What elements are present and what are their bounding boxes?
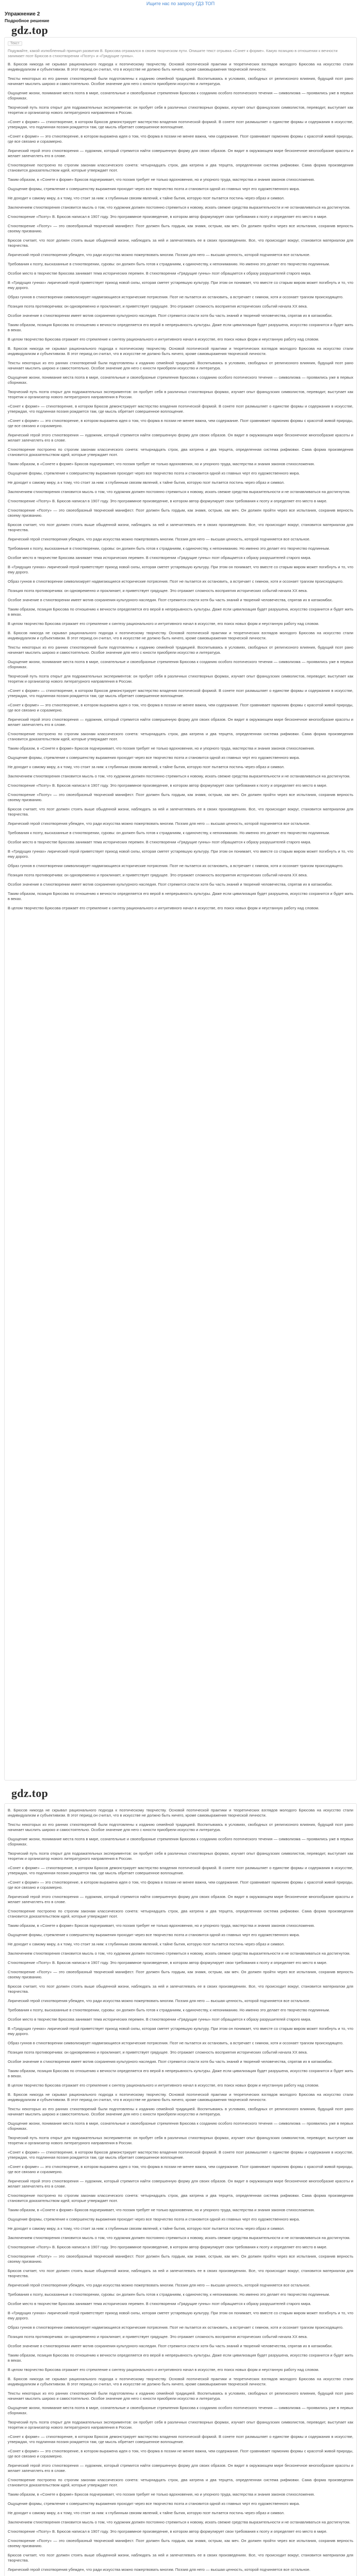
solution-paragraph: Творческий путь поэта открыт для подражательных экспериментов: он пробует себя в различных стихотворных формах, изучает опыт французских символистов, переводит, выступает как теоретик и организатор нового литературного направления в России. — [8, 1851, 353, 1861]
solution-paragraph: Не доходит к самому миру, а к тому, что стоит за ним: к глубинным связям явлений, к тайне бытия, которую поэт пытается постичь через образ и символ. — [8, 480, 285, 485]
solution-paragraph: Ощущение жизни, понимание места поэта в мире, сознательные и своеобразные стремления Брюсова к созданию особого поэтического течения — символизма — проявились уже в первых сборниках. — [8, 659, 353, 669]
solution-paragraph: Заключением стихотворения становится мысль о том, что художник должен постоянно стремиться к новому, искать свежие средства выразительности и не останавливаться на достигнутом. — [8, 2520, 351, 2524]
solution-paragraph: «Сонет к форме» — стихотворение, в котором Брюсов демонстрирует мастерство владения поэтической формой. В сонете поэт размышляет о единстве формы и содержания в искусстве, утверждая, что подлинная поэзия рождается там, где мысль обретает совершенное воплощение. — [8, 2150, 353, 2160]
solution-paragraph: Особое место в творчестве Брюсова занимает тема исторических перемен. В стихотворении «Грядущие гунны» поэт обращается к образу разрушителей старого мира. — [8, 555, 311, 560]
solution-paragraph: Особое значение в стихотворении имеет мотив сохранения культурного наследия. Поэт стремится спасти хотя бы часть знаний и творений человечества, спрятав их в катакомбах. — [8, 2344, 333, 2348]
solution-paragraph: Лирический герой стихотворения убежден, что ради искусства можно пожертвовать многим. Поэзия для него — высшая ценность, которой подчиняется все остальное. — [8, 2283, 310, 2287]
solution-paragraph: Стихотворение «Поэту» — это своеобразный творческий манифест. Поэт должен быть гордым, как знамя, острым, как меч. Он должен пройти через все испытания, сохранив верность своему призванию. — [8, 792, 353, 802]
solution-text — [8, 1808, 353, 2576]
solution-paragraph: Таким образом, позиция Брюсова по отношению к вечности определяется его верой в непрерывность культуры. Даже если цивилизация будет разрушена, искусство сохранится и будет жить в веках. — [8, 2069, 353, 2078]
solution-paragraph: Лирический герой этого стихотворения — художник, который стремится найти совершенную форму для своих образов. Он видит в окружающем мире бесконечное многообразие красоты и желает запечатлеть его в слове. — [8, 717, 353, 727]
solution-paragraph: Брюсов считает, что поэт должен стоять выше обыденной жизни, наблюдать за ней и запечатлевать ее в своих произведениях. Все, что происходит вокруг, становится материалом для творчества. — [8, 2553, 353, 2563]
solution-paragraph: Лирический герой этого стихотворения — художник, который стремится найти совершенную форму для своих образов. Он видит в окружающем мире бесконечное многообразие красоты и желает запечатлеть его в слове. — [8, 148, 353, 158]
solution-paragraph: Стихотворение «Поэту» В. Брюсов написал в 1907 году. Это программное произведение, в котором автор формулирует свои требования к поэту и определяет его место в мире. — [8, 2245, 327, 2249]
solution-paragraph: Тексты некоторых из его ранних стихотворений были подготовлены к изданию семейной традицией. Воспитываясь в условиях, свободных от религиозного влияния, будущий поэт рано начинает мыслить широко и самостоятельно. Особое значение для него с юности приобрели искусство и литература. — [8, 1822, 353, 1832]
task-summary: Подумайте, какой излюбленный принцип развития В. Брюсова отражался в своем творческом пути. Опишите текст отрывка «Сонет к форме». Какую позицию в отношении к вечности занимает поэт Брюсов в стихотворении «Поэту» и «Грядущие гунны». — [8, 48, 338, 58]
solution-paragraph: В. Брюсов никогда не скрывал рационального подхода к поэтическому творчеству. Основой поэтической практики и теоретических взглядов молодого Брюсова на искусство стали индивидуализм и субъективизм. В этот период он считал, что в искусстве не должно быть ничего, кроме самовыражения творческой личности. — [8, 2377, 353, 2386]
solution-paragraph: Таким образом, позиция Брюсова по отношению к вечности определяется его верой в непрерывность культуры. Даже если цивилизация будет разрушена, искусство сохранится и будет жить в веках. — [8, 323, 353, 332]
solution-paragraph: В целом творчество Брюсова отражает его стремление к синтезу рационального и интуитивного начал в искусстве, его поиск новых форм и неустанную работу над словом. — [8, 2083, 320, 2088]
solution-paragraph: В целом творчество Брюсова отражает его стремление к синтезу рационального и интуитивного начал в искусстве, его поиск новых форм и неустанную работу над словом. — [8, 621, 320, 626]
solution-paragraph: Особое место в творчестве Брюсова занимает тема исторических перемен. В стихотворении «Грядущие гунны» поэт обращается к образу разрушителей старого мира. — [8, 271, 311, 276]
solution-paragraph: Ощущение жизни, понимание места поэта в мире, сознательные и своеобразные стремления Брюсова к созданию особого поэтического течения — символизма — проявились уже в первых сборниках. — [8, 375, 353, 385]
solution-paragraph: Лирический герой стихотворения убежден, что ради искусства можно пожертвовать многим. Поэзия для него — высшая ценность, которой подчиняется все остальное. — [8, 252, 310, 257]
solution-paragraph: Лирический герой этого стихотворения — художник, который стремится найти совершенную форму для своих образов. Он видит в окружающем мире бесконечное многообразие красоты и желает запечатлеть его в слове. — [8, 2179, 353, 2189]
solution-paragraph: Тексты некоторых из его ранних стихотворений были подготовлены к изданию семейной традицией. Воспитываясь в условиях, свободных от религиозного влияния, будущий поэт рано начинает мыслить широко и самостоятельно. Особое значение для него с юности приобрели искусство и литература. — [8, 76, 353, 86]
solution-paragraph: Лирический герой стихотворения убежден, что ради искусства можно пожертвовать многим. Поэзия для него — высшая ценность, которой подчиняется все остальное. — [8, 821, 310, 826]
solution-paragraph: В целом творчество Брюсова отражает его стремление к синтезу рационального и интуитивного начал в искусстве, его поиск новых форм и неустанную работу над словом. — [8, 337, 320, 342]
solution-paragraph: Творческий путь поэта открыт для подражательных экспериментов: он пробует себя в различных стихотворных формах, изучает опыт французских символистов, переводит, выступает как теоретик и организатор нового литературного направления в России. — [8, 2420, 353, 2430]
text-tag: Текст — [8, 41, 22, 46]
solution-paragraph: Особое значение в стихотворении имеет мотив сохранения культурного наследия. Поэт стремится спасти хотя бы часть знаний и творений человечества, спрятав их в катакомбах. — [8, 2059, 333, 2064]
solution-paragraph: Стихотворение построено по строгим законам классического сонета: четырнадцать строк, два катрена и два терцета, определенная система рифмовки. Сама форма произведения становится доказательством идей, которые утверждает поэт. — [8, 2193, 353, 2203]
solution-paragraph: «Сонет к форме» — это стихотворение, в котором выражена идея о том, что форма в поэзии не менее важна, чем содержание. Поэт сравнивает гармонию формы с красотой живой природы, где все связано и соразмерно. — [8, 2164, 353, 2174]
solution-paragraph: Тексты некоторых из его ранних стихотворений были подготовлены к изданию семейной традицией. Воспитываясь в условиях, свободных от религиозного влияния, будущий поэт рано начинает мыслить широко и самостоятельно. Особое значение для него с юности приобрели искусство и литература. — [8, 2391, 353, 2401]
solution-paragraph: «Сонет к форме» — это стихотворение, в котором выражена идея о том, что форма в поэзии не менее важна, чем содержание. Поэт сравнивает гармонию формы с красотой живой природы, где все связано и соразмерно. — [8, 134, 353, 144]
solution-paragraph: Стихотворение «Поэту» В. Брюсов написал в 1907 году. Это программное произведение, в котором автор формулирует свои требования к поэту и определяет его место в мире. — [8, 499, 327, 503]
solution-paragraph: Заключением стихотворения становится мысль о том, что художник должен постоянно стремиться к новому, искать свежие средства выразительности и не останавливаться на достигнутом. — [8, 489, 351, 494]
solution-paragraph: Позиция поэта противоречива: он одновременно и проклинает, и приветствует грядущее. Это отражает сложность восприятия исторических событий начала XX века. — [8, 304, 308, 309]
promo-link[interactable]: Ищите нас по запросу ГДЗ ТОП — [146, 1, 215, 6]
solution-card-repeat — [4, 1803, 357, 2576]
solution-title: Подробное решение — [5, 18, 50, 23]
watermark-logo: gdz.top — [11, 1787, 48, 1800]
solution-paragraph: Заключением стихотворения становится мысль о том, что художник должен постоянно стремиться к новому, искать свежие средства выразительности и не останавливаться на достигнутом. — [8, 2235, 351, 2240]
solution-paragraph: Заключением стихотворения становится мысль о том, что художник должен постоянно стремиться к новому, искать свежие средства выразительности и не останавливаться на достигнутом. — [8, 1951, 351, 1956]
solution-paragraph: Позиция поэта противоречива: он одновременно и проклинает, и приветствует грядущее. Это отражает сложность восприятия исторических событий начала XX века. — [8, 873, 308, 877]
solution-paragraph: Стихотворение «Поэту» — это своеобразный творческий манифест. Поэт должен быть гордым, как знамя, острым, как меч. Он должен пройти через все испытания, сохранив верность своему призванию. — [8, 508, 353, 518]
solution-paragraph: Лирический герой стихотворения убежден, что ради искусства можно пожертвовать многим. Поэзия для него — высшая ценность, которой подчиняется все остальное. — [8, 1998, 310, 2003]
solution-paragraph: Требования к поэту, высказанные в стихотворении, суровы: он должен быть готов к страданиям, к одиночеству, к непониманию. Но именно это делает его творчество подлинным. — [8, 2292, 330, 2297]
solution-paragraph: В. Брюсов никогда не скрывал рационального подхода к поэтическому творчеству. Основой поэтической практики и теоретических взглядов молодого Брюсова на искусство стали индивидуализм и субъективизм. В этот период он считал, что в искусстве не должно быть ничего, кроме самовыражения творческой личности. — [8, 631, 353, 640]
solution-paragraph: Таким образом, в «Сонете к форме» Брюсов подчеркивает, что поэзия требует не только вдохновения, но и упорного труда, мастерства и знания законов стихосложения. — [8, 1923, 315, 1928]
solution-paragraph: Тексты некоторых из его ранних стихотворений были подготовлены к изданию семейной традицией. Воспитываясь в условиях, свободных от религиозного влияния, будущий поэт рано начинает мыслить широко и самостоятельно. Особое значение для него с юности приобрели искусство и литература. — [8, 2107, 353, 2116]
solution-paragraph: В «Грядущих гуннах» лирический герой приветствует приход новой силы, которая сметет устаревшую культуру. При этом он понимает, что вместе со старым миром может погибнуть и то, что ему дорого. — [8, 565, 353, 574]
solution-paragraph: Брюсов считает, что поэт должен стоять выше обыденной жизни, наблюдать за ней и запечатлевать ее в своих произведениях. Все, что происходит вокруг, становится материалом для творчества. — [8, 2268, 353, 2278]
solution-paragraph: Особое значение в стихотворении имеет мотив сохранения культурного наследия. Поэт стремится спасти хотя бы часть знаний и творений человечества, спрятав их в катакомбах. — [8, 598, 333, 602]
solution-paragraph: Лирический герой этого стихотворения — художник, который стремится найти совершенную форму для своих образов. Он видит в окружающем мире бесконечное многообразие красоты и желает запечатлеть его в слове. — [8, 2463, 353, 2473]
solution-paragraph: Ощущение жизни, понимание места поэта в мире, сознательные и своеобразные стремления Брюсова к созданию особого поэтического течения — символизма — проявились уже в первых сборниках. — [8, 91, 353, 100]
solution-paragraph: В. Брюсов никогда не скрывал рационального подхода к поэтическому творчеству. Основой поэтической практики и теоретических взглядов молодого Брюсова на искусство стали индивидуализм и субъективизм. В этот период он считал, что в искусстве не должно быть ничего, кроме самовыражения творческой личности. — [8, 1808, 353, 1818]
solution-paragraph: «Сонет к форме» — стихотворение, в котором Брюсов демонстрирует мастерство владения поэтической формой. В сонете поэт размышляет о единстве формы и содержания в искусстве, утверждая, что подлинная поэзия рождается там, где мысль обретает совершенное воплощение. — [8, 1866, 353, 1875]
solution-paragraph: Ощущение формы, стремление к совершенству выражения проходит через все творчество поэта и становится одной из главных черт его художественного мира. — [8, 2501, 300, 2506]
solution-paragraph: Стихотворение «Поэту» В. Брюсов написал в 1907 году. Это программное произведение, в котором автор формулирует свои требования к поэту и определяет его место в мире. — [8, 2529, 327, 2534]
solution-paragraph: Образ гуннов в стихотворении символизирует надвигающиеся исторические потрясения. Поэт не пытается их остановить, а встречает с гимном, хотя и осознает трагизм происходящего. — [8, 863, 344, 868]
solution-paragraph: Таким образом, позиция Брюсова по отношению к вечности определяется его верой в непрерывность культуры. Даже если цивилизация будет разрушена, искусство сохранится и будет жить в веках. — [8, 2353, 353, 2363]
solution-paragraph: Особое место в творчестве Брюсова занимает тема исторических перемен. В стихотворении «Грядущие гунны» поэт обращается к образу разрушителей старого мира. — [8, 2301, 311, 2306]
solution-paragraph: Стихотворение построено по строгим законам классического сонета: четырнадцать строк, два катрена и два терцета, определенная система рифмовки. Сама форма произведения становится доказательством идей, которые утверждает поэт. — [8, 1909, 353, 1919]
solution-paragraph: «Сонет к форме» — это стихотворение, в котором выражена идея о том, что форма в поэзии не менее важна, чем содержание. Поэт сравнивает гармонию формы с красотой живой природы, где все связано и соразмерно. — [8, 2449, 353, 2459]
solution-paragraph: Ощущение формы, стремление к совершенству выражения проходит через все творчество поэта и становится одной из главных черт его художественного мира. — [8, 187, 300, 191]
solution-paragraph: Творческий путь поэта открыт для подражательных экспериментов: он пробует себя в различных стихотворных формах, изучает опыт французских символистов, переводит, выступает как теоретик и организатор нового литературного направления в России. — [8, 389, 353, 399]
solution-paragraph: Позиция поэта противоречива: он одновременно и проклинает, и приветствует грядущее. Это отражает сложность восприятия исторических событий начала XX века. — [8, 588, 308, 593]
solution-paragraph: Творческий путь поэта открыт для подражательных экспериментов: он пробует себя в различных стихотворных формах, изучает опыт французских символистов, переводит, выступает как теоретик и организатор нового литературного направления в России. — [8, 2136, 353, 2145]
solution-paragraph: Не доходит к самому миру, а к тому, что стоит за ним: к глубинным связям явлений, к тайне бытия, которую поэт пытается постичь через образ и символ. — [8, 765, 285, 769]
solution-text — [8, 62, 353, 911]
solution-paragraph: Заключением стихотворения становится мысль о том, что художник должен постоянно стремиться к новому, искать свежие средства выразительности и не останавливаться на достигнутом. — [8, 205, 351, 210]
solution-paragraph: Таким образом, в «Сонете к форме» Брюсов подчеркивает, что поэзия требует не только вдохновения, но и упорного труда, мастерства и знания законов стихосложения. — [8, 2208, 315, 2212]
solution-card — [4, 37, 357, 1781]
solution-paragraph: Не доходит к самому миру, а к тому, что стоит за ним: к глубинным связям явлений, к тайне бытия, которую поэт пытается постичь через образ и символ. — [8, 1942, 285, 1946]
solution-paragraph: «Сонет к форме» — стихотворение, в котором Брюсов демонстрирует мастерство владения поэтической формой. В сонете поэт размышляет о единстве формы и содержания в искусстве, утверждая, что подлинная поэзия рождается там, где мысль обретает совершенное воплощение. — [8, 688, 353, 698]
solution-paragraph: Стихотворение «Поэту» В. Брюсов написал в 1907 году. Это программное произведение, в котором автор формулирует свои требования к поэту и определяет его место в мире. — [8, 1960, 327, 1965]
solution-paragraph: Творческий путь поэта открыт для подражательных экспериментов: он пробует себя в различных стихотворных формах, изучает опыт французских символистов, переводит, выступает как теоретик и организатор нового литературного направления в России. — [8, 674, 353, 684]
solution-paragraph: Образ гуннов в стихотворении символизирует надвигающиеся исторические потрясения. Поэт не пытается их остановить, а встречает с гимном, хотя и осознает трагизм происходящего. — [8, 2325, 344, 2330]
solution-paragraph: Ощущение формы, стремление к совершенству выражения проходит через все творчество поэта и становится одной из главных черт его художественного мира. — [8, 471, 300, 476]
solution-paragraph: Тексты некоторых из его ранних стихотворений были подготовлены к изданию семейной традицией. Воспитываясь в условиях, свободных от религиозного влияния, будущий поэт рано начинает мыслить широко и самостоятельно. Особое значение для него с юности приобрели искусство и литература. — [8, 645, 353, 655]
solution-paragraph: «Сонет к форме» — стихотворение, в котором Брюсов демонстрирует мастерство владения поэтической формой. В сонете поэт размышляет о единстве формы и содержания в искусстве, утверждая, что подлинная поэзия рождается там, где мысль обретает совершенное воплощение. — [8, 120, 353, 129]
solution-paragraph: Стихотворение построено по строгим законам классического сонета: четырнадцать строк, два катрена и два терцета, определенная система рифмовки. Сама форма произведения становится доказательством идей, которые утверждает поэт. — [8, 447, 353, 457]
solution-paragraph: Стихотворение построено по строгим законам классического сонета: четырнадцать строк, два катрена и два терцета, определенная система рифмовки. Сама форма произведения становится доказательством идей, которые утверждает поэт. — [8, 2478, 353, 2487]
solution-paragraph: В целом творчество Брюсова отражает его стремление к синтезу рационального и интуитивного начал в искусстве, его поиск новых форм и неустанную работу над словом. — [8, 2367, 320, 2372]
solution-paragraph: В «Грядущих гуннах» лирический герой приветствует приход новой силы, которая сметет устаревшую культуру. При этом он понимает, что вместе со старым миром может погибнуть и то, что ему дорого. — [8, 280, 353, 290]
solution-paragraph: Таким образом, позиция Брюсова по отношению к вечности определяется его верой в непрерывность культуры. Даже если цивилизация будет разрушена, искусство сохранится и будет жить в веках. — [8, 891, 353, 901]
solution-paragraph: Не доходит к самому миру, а к тому, что стоит за ним: к глубинным связям явлений, к тайне бытия, которую поэт пытается постичь через образ и символ. — [8, 2226, 285, 2231]
solution-paragraph: «Сонет к форме» — стихотворение, в котором Брюсов демонстрирует мастерство владения поэтической формой. В сонете поэт размышляет о единстве формы и содержания в искусстве, утверждая, что подлинная поэзия рождается там, где мысль обретает совершенное воплощение. — [8, 2434, 353, 2444]
solution-paragraph: В целом творчество Брюсова отражает его стремление к синтезу рационального и интуитивного начал в искусстве, его поиск новых форм и неустанную работу над словом. — [8, 906, 320, 910]
solution-paragraph: Заключением стихотворения становится мысль о том, что художник должен постоянно стремиться к новому, искать свежие средства выразительности и не останавливаться на достигнутом. — [8, 774, 351, 778]
solution-paragraph: Брюсов считает, что поэт должен стоять выше обыденной жизни, наблюдать за ней и запечатлевать ее в своих произведениях. Все, что происходит вокруг, становится материалом для творчества. — [8, 522, 353, 532]
solution-paragraph: Тексты некоторых из его ранних стихотворений были подготовлены к изданию семейной традицией. Воспитываясь в условиях, свободных от религиозного влияния, будущий поэт рано начинает мыслить широко и самостоятельно. Особое значение для него с юности приобрели искусство и литература. — [8, 361, 353, 370]
solution-paragraph: Лирический герой этого стихотворения — художник, который стремится найти совершенную форму для своих образов. Он видит в окружающем мире бесконечное многообразие красоты и желает запечатлеть его в слове. — [8, 433, 353, 443]
solution-paragraph: Требования к поэту, высказанные в стихотворении, суровы: он должен быть готов к страданиям, к одиночеству, к непониманию. Но именно это делает его творчество подлинным. — [8, 546, 330, 551]
solution-paragraph: В «Грядущих гуннах» лирический герой приветствует приход новой силы, которая сметет устаревшую культуру. При этом он понимает, что вместе со старым миром может погибнуть и то, что ему дорого. — [8, 2311, 353, 2320]
solution-paragraph: Особое место в творчестве Брюсова занимает тема исторических перемен. В стихотворении «Грядущие гунны» поэт обращается к образу разрушителей старого мира. — [8, 840, 311, 844]
solution-paragraph: Стихотворение построено по строгим законам классического сонета: четырнадцать строк, два катрена и два терцета, определенная система рифмовки. Сама форма произведения становится доказательством идей, которые утверждает поэт. — [8, 163, 353, 173]
solution-paragraph: Не доходит к самому миру, а к тому, что стоит за ним: к глубинным связям явлений, к тайне бытия, которую поэт пытается постичь через образ и символ. — [8, 2511, 285, 2515]
exercise-title: Упражнение 2 — [5, 11, 40, 17]
solution-paragraph: Лирический герой этого стихотворения — художник, который стремится найти совершенную форму для своих образов. Он видит в окружающем мире бесконечное многообразие красоты и желает запечатлеть его в слове. — [8, 1894, 353, 1904]
solution-paragraph: Образ гуннов в стихотворении символизирует надвигающиеся исторические потрясения. Поэт не пытается их остановить, а встречает с гимном, хотя и осознает трагизм происходящего. — [8, 295, 344, 299]
solution-paragraph: «Сонет к форме» — это стихотворение, в котором выражена идея о том, что форма в поэзии не менее важна, чем содержание. Поэт сравнивает гармонию формы с красотой живой природы, где все связано и соразмерно. — [8, 1880, 353, 1890]
solution-paragraph: Ощущение формы, стремление к совершенству выражения проходит через все творчество поэта и становится одной из главных черт его художественного мира. — [8, 1933, 300, 1937]
solution-paragraph: Таким образом, в «Сонете к форме» Брюсов подчеркивает, что поэзия требует не только вдохновения, но и упорного труда, мастерства и знания законов стихосложения. — [8, 462, 315, 466]
solution-paragraph: Таким образом, в «Сонете к форме» Брюсов подчеркивает, что поэзия требует не только вдохновения, но и упорного труда, мастерства и знания законов стихосложения. — [8, 177, 315, 182]
solution-paragraph: В. Брюсов никогда не скрывал рационального подхода к поэтическому творчеству. Основой поэтической практики и теоретических взглядов молодого Брюсова на искусство стали индивидуализм и субъективизм. В этот период он считал, что в искусстве не должно быть ничего, кроме самовыражения творческой личности. — [8, 346, 353, 356]
solution-paragraph: Образ гуннов в стихотворении символизирует надвигающиеся исторические потрясения. Поэт не пытается их остановить, а встречает с гимном, хотя и осознает трагизм происходящего. — [8, 579, 344, 584]
solution-paragraph: Таким образом, в «Сонете к форме» Брюсов подчеркивает, что поэзия требует не только вдохновения, но и упорного труда, мастерства и знания законов стихосложения. — [8, 2492, 315, 2497]
solution-paragraph: Стихотворение «Поэту» В. Брюсов написал в 1907 году. Это программное произведение, в котором автор формулирует свои требования к поэту и определяет его место в мире. — [8, 783, 327, 788]
solution-paragraph: Особое место в творчестве Брюсова занимает тема исторических перемен. В стихотворении «Грядущие гунны» поэт обращается к образу разрушителей старого мира. — [8, 2017, 311, 2022]
solution-paragraph: Требования к поэту, высказанные в стихотворении, суровы: он должен быть готов к страданиям, к одиночеству, к непониманию. Но именно это делает его творчество подлинным. — [8, 2008, 330, 2012]
solution-paragraph: Брюсов считает, что поэт должен стоять выше обыденной жизни, наблюдать за ней и запечатлевать ее в своих произведениях. Все, что происходит вокруг, становится материалом для творчества. — [8, 1984, 353, 1994]
solution-paragraph: Особое значение в стихотворении имеет мотив сохранения культурного наследия. Поэт стремится спасти хотя бы часть знаний и творений человечества, спрятав их в катакомбах. — [8, 313, 333, 318]
solution-paragraph: Ощущение формы, стремление к совершенству выражения проходит через все творчество поэта и становится одной из главных черт его художественного мира. — [8, 755, 300, 760]
solution-paragraph: Особое значение в стихотворении имеет мотив сохранения культурного наследия. Поэт стремится спасти хотя бы часть знаний и творений человечества, спрятав их в катакомбах. — [8, 882, 333, 887]
solution-paragraph: Стихотворение построено по строгим законам классического сонета: четырнадцать строк, два катрена и два терцета, определенная система рифмовки. Сама форма произведения становится доказательством идей, которые утверждает поэт. — [8, 732, 353, 741]
solution-paragraph: В «Грядущих гуннах» лирический герой приветствует приход новой силы, которая сметет устаревшую культуру. При этом он понимает, что вместе со старым миром может погибнуть и то, что ему дорого. — [8, 2026, 353, 2036]
solution-paragraph: В. Брюсов никогда не скрывал рационального подхода к поэтическому творчеству. Основой поэтической практики и теоретических взглядов молодого Брюсова на искусство стали индивидуализм и субъективизм. В этот период он считал, что в искусстве не должно быть ничего, кроме самовыражения творческой личности. — [8, 2092, 353, 2102]
solution-paragraph: Стихотворение «Поэту» — это своеобразный творческий манифест. Поэт должен быть гордым, как знамя, острым, как меч. Он должен пройти через все испытания, сохранив верность своему призванию. — [8, 2538, 353, 2548]
solution-paragraph: Ощущение жизни, понимание места поэта в мире, сознательные и своеобразные стремления Брюсова к созданию особого поэтического течения — символизма — проявились уже в первых сборниках. — [8, 2405, 353, 2415]
solution-paragraph: Ощущение жизни, понимание места поэта в мире, сознательные и своеобразные стремления Брюсова к созданию особого поэтического течения — символизма — проявились уже в первых сборниках. — [8, 1837, 353, 1846]
watermark-logo: gdz.top — [11, 24, 48, 37]
solution-paragraph: Требования к поэту, высказанные в стихотворении, суровы: он должен быть готов к страданиям, к одиночеству, к непониманию. Но именно это делает его творчество подлинным. — [8, 831, 330, 835]
solution-paragraph: В. Брюсов никогда не скрывал рационального подхода к поэтическому творчеству. Основой поэтической практики и теоретических взглядов молодого Брюсова на искусство стали индивидуализм и субъективизм. В этот период он считал, что в искусстве не должно быть ничего, кроме самовыражения творческой личности. — [8, 62, 353, 72]
solution-paragraph: Позиция поэта противоречива: он одновременно и проклинает, и приветствует грядущее. Это отражает сложность восприятия исторических событий начала XX века. — [8, 2334, 308, 2339]
solution-paragraph: Творческий путь поэта открыт для подражательных экспериментов: он пробует себя в различных стихотворных формах, изучает опыт французских символистов, переводит, выступает как теоретик и организатор нового литературного направления в России. — [8, 105, 353, 115]
solution-paragraph: В «Грядущих гуннах» лирический герой приветствует приход новой силы, которая сметет устаревшую культуру. При этом он понимает, что вместе со старым миром может погибнуть и то, что ему дорого. — [8, 849, 353, 859]
solution-paragraph: Стихотворение «Поэту» — это своеобразный творческий манифест. Поэт должен быть гордым, как знамя, острым, как меч. Он должен пройти через все испытания, сохранив верность своему призванию. — [8, 1970, 353, 1979]
solution-paragraph: Таким образом, в «Сонете к форме» Брюсов подчеркивает, что поэзия требует не только вдохновения, но и упорного труда, мастерства и знания законов стихосложения. — [8, 746, 315, 751]
solution-paragraph: Брюсов считает, что поэт должен стоять выше обыденной жизни, наблюдать за ней и запечатлевать ее в своих произведениях. Все, что происходит вокруг, становится материалом для творчества. — [8, 238, 353, 248]
solution-paragraph: Ощущение жизни, понимание места поэта в мире, сознательные и своеобразные стремления Брюсова к созданию особого поэтического течения — символизма — проявились уже в первых сборниках. — [8, 2121, 353, 2131]
solution-paragraph: Таким образом, позиция Брюсова по отношению к вечности определяется его верой в непрерывность культуры. Даже если цивилизация будет разрушена, искусство сохранится и будет жить в веках. — [8, 607, 353, 617]
solution-paragraph: Требования к поэту, высказанные в стихотворении, суровы: он должен быть готов к страданиям, к одиночеству, к непониманию. Но именно это делает его творчество подлинным. — [8, 262, 330, 266]
solution-paragraph: Лирический герой стихотворения убежден, что ради искусства можно пожертвовать многим. Поэзия для него — высшая ценность, которой подчиняется все остальное. — [8, 2567, 310, 2572]
solution-paragraph: «Сонет к форме» — это стихотворение, в котором выражена идея о том, что форма в поэзии не менее важна, чем содержание. Поэт сравнивает гармонию формы с красотой живой природы, где все связано и соразмерно. — [8, 418, 353, 428]
solution-paragraph: Стихотворение «Поэту» В. Брюсов написал в 1907 году. Это программное произведение, в котором автор формулирует свои требования к поэту и определяет его место в мире. — [8, 214, 327, 219]
solution-paragraph: «Сонет к форме» — стихотворение, в котором Брюсов демонстрирует мастерство владения поэтической формой. В сонете поэт размышляет о единстве формы и содержания в искусстве, утверждая, что подлинная поэзия рождается там, где мысль обретает совершенное воплощение. — [8, 404, 353, 414]
solution-paragraph: Не доходит к самому миру, а к тому, что стоит за ним: к глубинным связям явлений, к тайне бытия, которую поэт пытается постичь через образ и символ. — [8, 196, 285, 200]
solution-paragraph: Брюсов считает, что поэт должен стоять выше обыденной жизни, наблюдать за ней и запечатлевать ее в своих произведениях. Все, что происходит вокруг, становится материалом для творчества. — [8, 807, 353, 817]
solution-paragraph: Стихотворение «Поэту» — это своеобразный творческий манифест. Поэт должен быть гордым, как знамя, острым, как меч. Он должен пройти через все испытания, сохранив верность своему призванию. — [8, 224, 353, 233]
solution-paragraph: Позиция поэта противоречива: он одновременно и проклинает, и приветствует грядущее. Это отражает сложность восприятия исторических событий начала XX века. — [8, 2050, 308, 2055]
solution-paragraph: «Сонет к форме» — это стихотворение, в котором выражена идея о том, что форма в поэзии не менее важна, чем содержание. Поэт сравнивает гармонию формы с красотой живой природы, где все связано и соразмерно. — [8, 703, 353, 713]
solution-paragraph: Ощущение формы, стремление к совершенству выражения проходит через все творчество поэта и становится одной из главных черт его художественного мира. — [8, 2217, 300, 2222]
solution-paragraph: Образ гуннов в стихотворении символизирует надвигающиеся исторические потрясения. Поэт не пытается их остановить, а встречает с гимном, хотя и осознает трагизм происходящего. — [8, 2041, 344, 2045]
solution-paragraph: Лирический герой стихотворения убежден, что ради искусства можно пожертвовать многим. Поэзия для него — высшая ценность, которой подчиняется все остальное. — [8, 537, 310, 541]
solution-paragraph: Стихотворение «Поэту» — это своеобразный творческий манифест. Поэт должен быть гордым, как знамя, острым, как меч. Он должен пройти через все испытания, сохранив верность своему призванию. — [8, 2254, 353, 2264]
